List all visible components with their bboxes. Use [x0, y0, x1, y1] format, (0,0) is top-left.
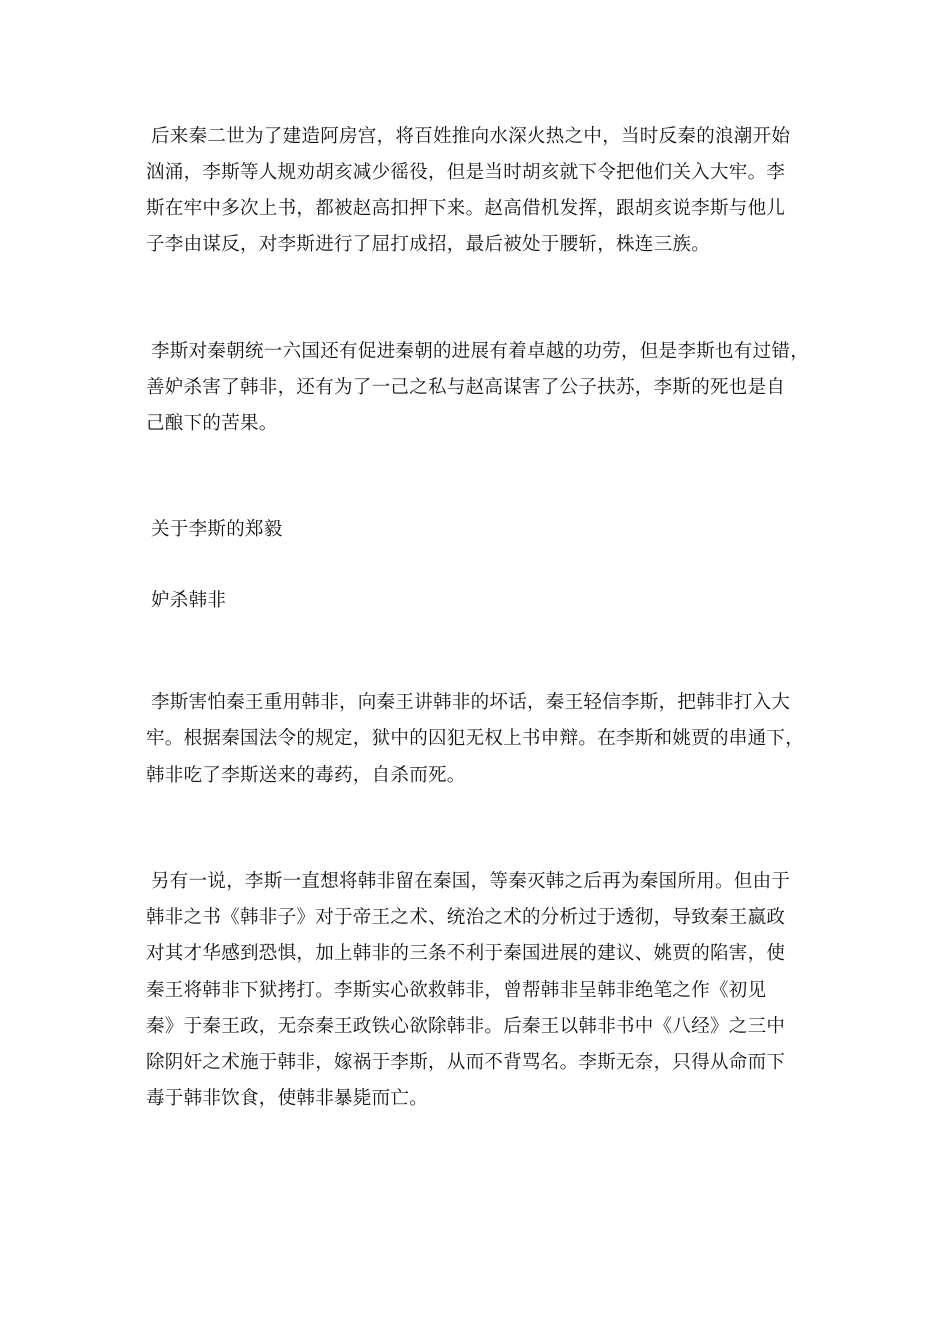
paragraph-2-line-2: 善妒杀害了韩非，还有为了一己之私与赵高谋害了公子扶苏，李斯的死也是自	[146, 377, 786, 398]
paragraph-4-line-3: 对其才华感到恐惧，加上韩非的三条不利于秦国进展的建议、姚贾的陷害，使	[146, 943, 786, 964]
paragraph-2-line-1: 李斯对秦朝统一六国还有促进秦朝的进展有着卓越的功劳，但是李斯也有过错，	[151, 341, 810, 362]
paragraph-1-line-3: 斯在牢中多次上书，都被赵高扣押下来。赵高借机发挥，跟胡亥说李斯与他儿	[146, 198, 786, 219]
paragraph-2-line-3: 己酿下的苦果。	[146, 413, 278, 434]
section-subheading: 妒杀韩非	[151, 590, 227, 611]
paragraph-4-line-5: 秦》于秦王政，无奈秦王政铁心欲除韩非。后秦王以韩非书中《八经》之三中	[146, 1016, 786, 1037]
paragraph-3-line-1: 李斯害怕秦王重用韩非，向秦王讲韩非的坏话，秦王轻信李斯，把韩非打入大	[151, 692, 791, 713]
paragraph-4-line-1: 另有一说，李斯一直想将韩非留在秦国，等秦灭韩之后再为秦国所用。但由于	[151, 871, 791, 892]
paragraph-4-line-2: 韩非之书《韩非子》对于帝王之术、统治之术的分析过于透彻，导致秦王嬴政	[146, 907, 786, 928]
paragraph-4-line-4: 秦王将韩非下狱拷打。李斯实心欲救韩非，曾帮韩非呈韩非绝笔之作《初见	[146, 980, 767, 1001]
paragraph-1-line-2: 汹涌，李斯等人规劝胡亥减少徭役，但是当时胡亥就下令把他们关入大牢。李	[146, 162, 786, 183]
paragraph-3-line-2: 牢。根据秦国法令的规定，狱中的囚犯无权上书申辩。在李斯和姚贾的串通下，	[146, 728, 805, 749]
paragraph-3-line-3: 韩非吃了李斯送来的毒药，自杀而死。	[146, 765, 466, 786]
paragraph-4-line-7: 毒于韩非饮食，使韩非暴毙而亡。	[146, 1088, 429, 1109]
paragraph-1-line-4: 子李由谋反，对李斯进行了屈打成招，最后被处于腰斩，株连三族。	[146, 234, 711, 255]
paragraph-1-line-1: 后来秦二世为了建造阿房宫，将百姓推向水深火热之中，当时反秦的浪潮开始	[151, 126, 791, 147]
paragraph-4-line-6: 除阴奸之术施于韩非，嫁祸于李斯，从而不背骂名。李斯无奈，只得从命而下	[146, 1052, 786, 1073]
section-heading: 关于李斯的郑毅	[151, 519, 283, 540]
